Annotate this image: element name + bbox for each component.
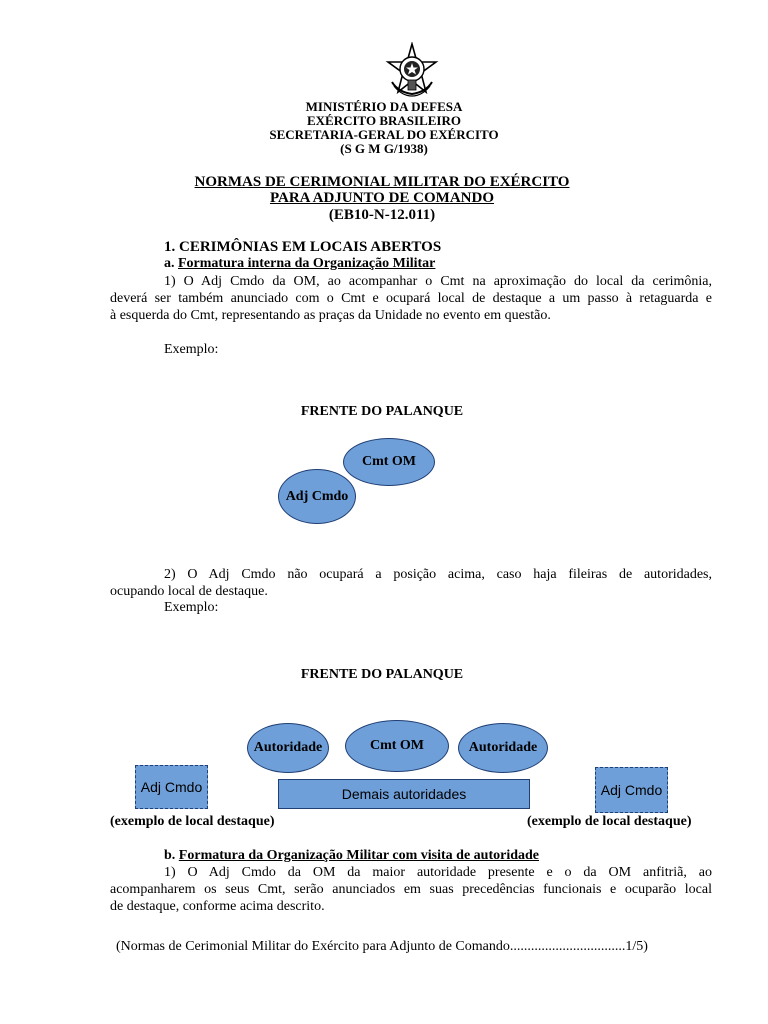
diagram2-demais-label: Demais autoridades [341,786,467,802]
diagram1-adj-cmdo [278,469,356,524]
subsection-a-prefix: a. [164,256,175,271]
paragraph-1-line-3: à esquerda do Cmt, representando as praças da Unidade no evento em questão. [110,308,551,323]
diagram2-adj-cmdo-left [135,765,208,809]
diagram1-title: FRENTE DO PALANQUE [300,404,464,419]
diagram2-autoridade-left [247,723,329,773]
diagram2-demais-autoridades [278,779,530,809]
paragraph-1 [110,273,712,324]
paragraph-2-line-2: ocupando local de destaque. [110,584,268,599]
paragraph-3-line-2: acompanharem os seus Cmt, serão anunciados em suas precedências funcionais e ocuparão local [110,882,712,897]
paragraph-1-line-2: deverá ser também anunciado com o Cmt e ocupará local de destaque a um passo à retaguarda e [110,291,712,306]
diagram2-cmt-om-label: Cmt OM [369,738,425,753]
document-title-code: (EB10-N-12.011) [328,207,436,223]
document-title-line2: PARA ADJUNTO DE COMANDO [269,190,495,206]
diagram2-caption-right: (exemplo de local destaque) [527,814,692,829]
header-secretariat: SECRETARIA-GERAL DO EXÉRCITO [269,127,499,142]
diagram1-cmt-om [343,438,435,486]
example-label-2: Exemplo: [164,600,219,615]
header-code: (S G M G/1938) [340,141,428,156]
brasao-republica-icon [384,42,440,98]
page-footer: (Normas de Cerimonial Militar do Exército para Adjunto de Comando.................................1/5) [116,939,648,954]
paragraph-2-line-1: 2) O Adj Cmdo não ocupará a posição acima, caso haja fileiras de autoridades, [164,567,712,582]
diagram2-caption-left: (exemplo de local destaque) [110,814,275,829]
paragraph-2 [110,566,712,600]
diagram1-cmt-om-label: Cmt OM [361,454,417,469]
diagram2-adj-right-label: Adj Cmdo [600,782,663,798]
diagram2-autoridade-right-label: Autoridade [468,740,538,755]
header-ministry: MINISTÉRIO DA DEFESA [305,99,463,114]
subsection-a-title: Formatura interna da Organização Militar [178,256,436,271]
paragraph-3-line-3: de destaque, conforme acima descrito. [110,899,325,914]
diagram2-adj-left-label: Adj Cmdo [140,779,203,795]
diagram2-title: FRENTE DO PALANQUE [300,667,464,682]
paragraph-3 [110,864,712,915]
section-heading: 1. CERIMÔNIAS EM LOCAIS ABERTOS [164,239,442,255]
diagram1-adj-cmdo-label: Adj Cmdo [285,488,349,504]
subsection-a-heading [164,256,435,272]
subsection-b-title: Formatura da Organização Militar com visita de autoridade [178,848,539,863]
subsection-b-heading [164,848,539,864]
paragraph-1-line-1: 1) O Adj Cmdo da OM, ao acompanhar o Cmt na aproximação do local da cerimônia, [164,274,712,289]
paragraph-3-line-1: 1) O Adj Cmdo da OM da maior autoridade presente e o da OM anfitriã, ao [164,865,712,880]
diagram2-autoridade-right [458,723,548,773]
header-army: EXÉRCITO BRASILEIRO [306,113,461,128]
document-title-line1: NORMAS DE CERIMONIAL MILITAR DO EXÉRCITO [194,174,570,190]
diagram2-adj-cmdo-right [595,767,668,813]
subsection-b-prefix: b. [164,848,176,863]
diagram2-autoridade-left-label: Autoridade [253,740,323,755]
example-label-1: Exemplo: [164,342,219,357]
diagram2-cmt-om [345,720,449,772]
